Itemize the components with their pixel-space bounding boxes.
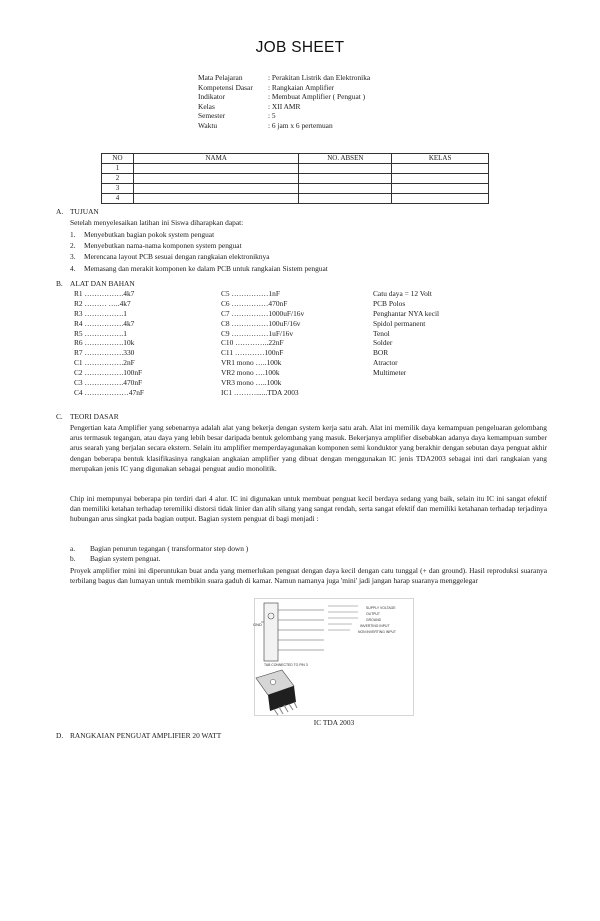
list-text: Memasang dan merakit komponen ke dalam PCB untuk rangkaian Sistem penguat [84,263,328,273]
list-item: R4 …………….4k7 [74,318,135,328]
section-letter: B. [56,279,63,288]
gnd-label: GND [253,622,262,627]
absen-cell[interactable] [299,164,392,174]
list-text: Menyebutkan nama-nama komponen system penguat [84,241,242,251]
list-number: 3. [70,252,76,262]
section-b-heading [56,279,135,289]
info-value: : 5 [268,111,276,121]
table-row [102,174,489,184]
section-title: ALAT DAN BAHAN [70,279,135,288]
list-item: Spidol permanent [373,318,426,328]
section-a-heading [56,207,99,217]
absen-cell[interactable] [299,174,392,184]
section-c-paragraph-3: Proyek amplifier mini ini diperuntukan buat anda yang memerlukan penguat dengan daya kecil dengan catu tunggal (+ dan ground). Hasil reproduksi suaranya terbilang bagus dan lumayan untuk membikin suara gaduh di kamar. Namun namanya juga 'mini' jadi jangan harap suaranya menggelegar [70,566,547,586]
info-value: : Rangkaian Amplifier [268,82,335,92]
page-title: JOB SHEET [255,39,345,56]
list-item: C7 ……………1000uF/16v [221,308,305,318]
section-letter: A. [56,207,64,216]
list-item: Catu daya = 12 Volt [373,289,432,298]
header-kelas: KELAS [392,154,489,164]
name-cell[interactable] [133,164,299,174]
name-cell[interactable] [133,174,299,184]
info-value: : XII AMR [268,101,301,111]
tab-label: TAB CONNECTED TO PIN 3 [264,663,308,667]
list-item: C8 ……………100uF/16v [221,318,301,328]
info-value: : Membuat Amplifier ( Penguat ) [268,92,366,102]
list-item: VR1 mono …..100k [221,358,282,368]
info-block [198,73,370,131]
pin-label: OUTPUT [366,612,380,616]
section-d-heading [56,731,221,741]
list-item: R6 …………….10k [74,338,135,348]
table-row [102,184,489,194]
list-item: R3 …………….1 [74,308,127,318]
row-number: 3 [102,184,134,194]
list-number: 2. [70,241,76,251]
section-title: RANGKAIAN PENGUAT AMPLIFIER 20 WATT [70,731,222,740]
section-c-list [70,544,547,565]
table-header-row [102,154,489,164]
list-text: Bagian system penguat. [90,554,161,564]
kelas-cell[interactable] [392,164,489,174]
table-row [102,194,489,204]
list-item: C2 …………….100nF [74,368,143,378]
info-row [198,73,370,83]
list-item: PCB Polos [373,298,406,308]
info-value: : 6 jam x 6 pertemuan [268,120,333,130]
list-item: Penghantar NYA kecil [373,308,440,318]
list-item [70,241,547,252]
list-number: a. [70,544,76,553]
row-number: 1 [102,164,134,174]
list-item: Atractor [373,358,398,368]
row-number: 4 [102,194,134,204]
pin-label: GROUND [366,618,382,622]
info-key: Indikator [198,92,226,102]
list-item [70,252,547,263]
list-item [70,264,547,275]
materials-column-3 [373,289,439,378]
materials-column-1 [74,289,144,398]
list-item: Solder [373,338,393,348]
list-item: R7 …………….330 [74,348,135,358]
row-number: 2 [102,174,134,184]
info-key: Waktu [198,120,218,130]
section-letter: C. [56,412,63,421]
info-key: Semester [198,111,226,121]
materials-column-2 [221,289,304,398]
list-item: Tenol [373,328,390,338]
pin-label: SUPPLY VOLTAGE [366,606,396,610]
list-item: IC1 ………......TDA 2003 [221,387,299,397]
list-item: VR2 mono ….100k [221,368,280,378]
section-title: TEORI DASAR [70,412,119,421]
section-c-heading [56,412,119,422]
absen-cell[interactable] [299,194,392,204]
list-item: Multimeter [373,368,407,378]
section-a-intro: Setelah menyelesaikan latihan ini Siswa diharapkan dapat: [70,218,244,227]
list-item: BOR [373,348,389,358]
list-item: R2 ……… …..4k7 [74,298,131,308]
kelas-cell[interactable] [392,184,489,194]
info-row [198,111,370,121]
list-item: C10 …………..22nF [221,338,284,348]
section-a-body [70,218,547,275]
section-c-paragraph-2: Chip ini mempunyai beberapa pin terdiri dari 4 alur. IC ini digunakan untuk membuat penguat kecil berdaya sedang yang baik, selain itu IC ini sangat efektif dan memiliki ketahan terhadap teremiliki distorsi tidak linier dan alih silang yang sangat rendah, serta sangat efektif dan memiliki ketahanan terhadap terjadinya hubungan arus singkat pada bagian output. Bagian system penguat di bagi menjadi : [70,494,547,524]
info-value: : Perakitan Listrik dan Elektronika [268,73,371,82]
info-row [198,102,370,112]
kelas-cell[interactable] [392,194,489,204]
info-key: Kelas [198,101,215,111]
name-cell[interactable] [133,194,299,204]
pin-label: NON INVERTING INPUT [358,630,396,634]
student-table [101,153,489,204]
list-number: 4. [70,263,76,273]
info-row [198,92,370,102]
list-item: C1 …………….2nF [74,358,135,368]
list-item: C4 ………………47nF [74,387,145,397]
list-number: 1. [70,230,76,239]
name-cell[interactable] [133,184,299,194]
section-letter: D. [56,731,64,740]
list-item: C9 ……………1uF/16v [221,328,294,338]
list-text: Bagian penurun tegangan ( transformator step down ) [90,544,249,553]
list-text: Merencana layout PCB sesuai dengan rangkaian elektroniknya [84,252,270,262]
info-key: Mata Pelajaran [198,73,243,82]
info-row [198,121,370,131]
list-item: R1 …………….4k7 [74,289,135,298]
list-item: C5 ……………1nF [221,289,280,298]
pin-label: INVERTING INPUT [360,624,390,628]
list-item [70,554,547,564]
list-item: VR3 mono …..100k [221,378,282,388]
section-c-paragraph-1: Pengertian kata Amplifier yang sebenarnya adalah alat yang bekerja dengan system kerja satu arah. Alat ini memilik daya kemampuan pengeluaran gelombang arus termasuk tegangan, atau daya yang lebih besar daripada bentuk gelombang yang masuk. Bekerjanya amplifier disebabkan adanya daya kemampuan sumber arus searah yang berjalan secara ekstern. Selain itu amplifier memperdayagunakan komponen semi konduktor yang berakhir dengan sebutan daya penguat akhir dengan beberapa bentuk klasifikasinya rangkaian angkaian amplifier yang dibuat dengan menggunakan IC jenis TDA2003 sebagai inti dari rangkaian yang merupakan jenis IC yang digunakan sebagai penguat audio monolitik. [70,423,547,473]
list-text: Menyebutkan bagian pokok system penguat [84,230,215,239]
info-row [198,83,370,93]
list-item: C6 ……………470nF [221,298,288,308]
absen-cell[interactable] [299,184,392,194]
info-key: Kompetensi Dasar [198,82,253,92]
header-absen: NO. ABSEN [299,154,392,164]
list-item [70,544,547,554]
header-no: NO [102,154,134,164]
list-number: b. [70,554,76,564]
list-item: R5 …………….1 [74,328,127,338]
list-item: C3 …………….470nF [74,378,143,388]
table-row [102,164,489,174]
kelas-cell[interactable] [392,174,489,184]
figure-caption: IC TDA 2003 [313,718,355,727]
header-nama: NAMA [133,154,299,164]
section-title: TUJUAN [70,207,99,216]
list-item: C11 …………100nF [221,348,284,358]
list-item [70,230,547,241]
ic-tda2003-figure [254,598,414,716]
